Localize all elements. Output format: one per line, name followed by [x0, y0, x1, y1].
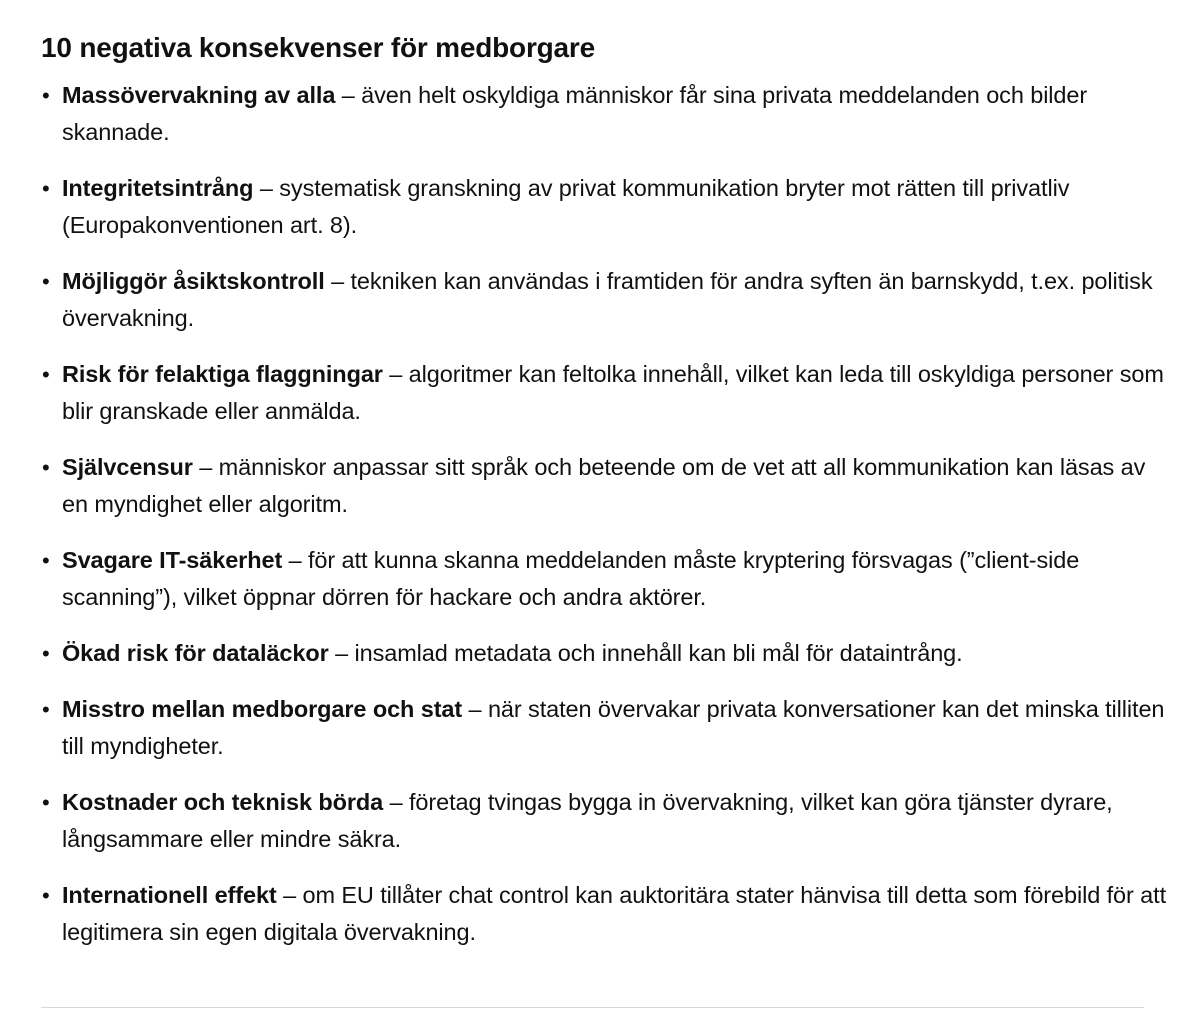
item-term: Självcensur	[62, 454, 193, 480]
item-separator: –	[462, 696, 488, 722]
list-item	[41, 635, 1171, 672]
bullet-icon: •	[42, 455, 50, 480]
document-body	[41, 28, 1171, 970]
item-term: Ökad risk för dataläckor	[62, 640, 329, 666]
consequence-list	[41, 77, 1171, 951]
item-text: om EU tillåter chat control kan auktoritära stater hänvisa till detta som förebild för att legitimera sin egen digitala övervakning.	[62, 882, 1166, 945]
bullet-icon: •	[42, 697, 50, 722]
item-separator: –	[335, 82, 362, 108]
item-separator: –	[383, 789, 409, 815]
list-item	[41, 449, 1171, 523]
bullet-icon: •	[42, 362, 50, 387]
item-text: insamlad metadata och innehåll kan bli mål för dataintrång.	[354, 640, 963, 666]
list-item	[41, 170, 1171, 244]
bullet-icon: •	[42, 883, 50, 908]
item-text: algoritmer kan feltolka innehåll, vilket kan leda till oskyldiga personer som blir granskade eller anmälda.	[62, 361, 1164, 424]
bullet-icon: •	[42, 641, 50, 666]
bullet-icon: •	[42, 83, 50, 108]
item-term: Internationell effekt	[62, 882, 277, 908]
list-item	[41, 691, 1171, 765]
list-item	[41, 877, 1171, 951]
list-item	[41, 77, 1171, 151]
item-separator: –	[382, 361, 409, 387]
item-separator: –	[253, 175, 280, 201]
item-text: även helt oskyldiga människor får sina privata meddelanden och bilder skannade.	[62, 82, 1088, 145]
item-text: för att kunna skanna meddelanden måste kryptering försvagas (”client-side scanning”), vilket öppnar dörren för hackare och andra aktörer.	[62, 547, 1080, 610]
bullet-icon: •	[42, 790, 50, 815]
item-term: Massövervakning av alla	[62, 82, 336, 108]
item-separator: –	[282, 547, 308, 573]
item-separator: –	[324, 268, 351, 294]
list-item	[41, 542, 1171, 616]
item-term: Möjliggör åsiktskontroll	[62, 268, 325, 294]
item-term: Integritetsintrång	[62, 175, 254, 201]
item-term: Kostnader och teknisk börda	[62, 789, 384, 815]
bullet-icon: •	[42, 176, 50, 201]
item-separator: –	[276, 882, 303, 908]
list-item	[41, 356, 1171, 430]
list-item	[41, 263, 1171, 337]
bullet-icon: •	[42, 269, 50, 294]
document-heading: 10 negativa konsekvenser för medborgare	[41, 32, 595, 63]
item-term: Misstro mellan medborgare och stat	[62, 696, 463, 722]
item-text: företag tvingas bygga in övervakning, vilket kan göra tjänster dyrare, långsammare eller mindre säkra.	[62, 789, 1113, 852]
item-text: tekniken kan användas i framtiden för andra syften än barnskydd, t.ex. politisk övervakning.	[62, 268, 1153, 331]
list-item	[41, 784, 1171, 858]
item-text: människor anpassar sitt språk och beteende om de vet att all kommunikation kan läsas av en myndighet eller algoritm.	[62, 454, 1146, 517]
item-text: när staten övervakar privata konversationer kan det minska tilliten till myndigheter.	[62, 696, 1165, 759]
item-separator: –	[192, 454, 219, 480]
item-term: Svagare IT-säkerhet	[62, 547, 283, 573]
section-divider	[41, 1007, 1144, 1008]
item-separator: –	[328, 640, 355, 666]
item-text: systematisk granskning av privat kommunikation bryter mot rätten till privatliv (Europakonventionen art. 8).	[62, 175, 1070, 238]
item-term: Risk för felaktiga flaggningar	[62, 361, 383, 387]
bullet-icon: •	[42, 548, 50, 573]
